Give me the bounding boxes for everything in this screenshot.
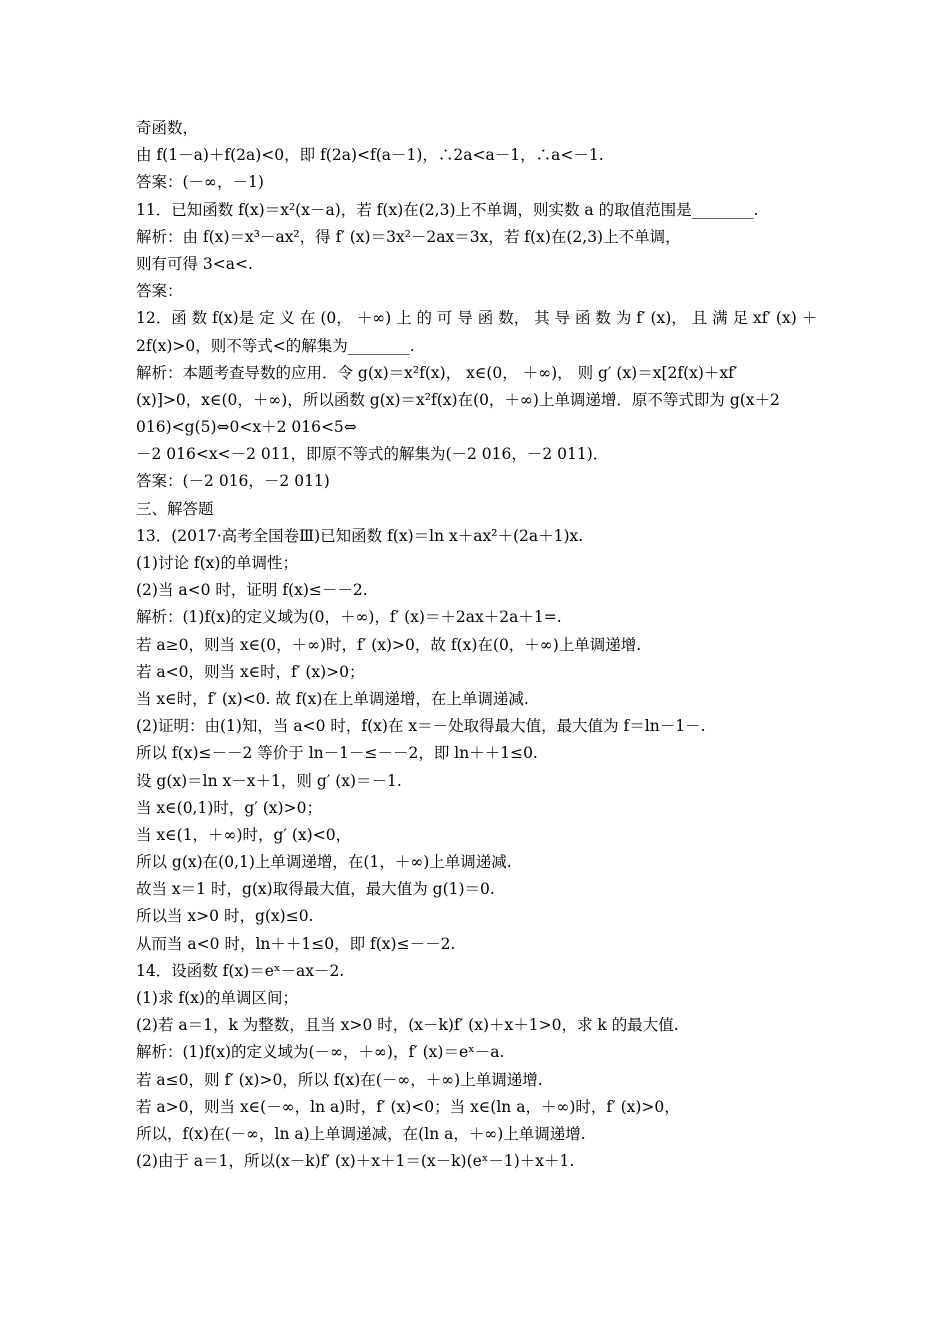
text-line: －2 016<x<－2 011，即原不等式的解集为(－2 016，－2 011)．	[136, 445, 609, 464]
text-line: 13．(2017·高考全国卷Ⅲ)已知函数 f(x)＝ln x＋ax²＋(2a＋1)x.	[136, 526, 584, 545]
text-line: (2)证明：由(1)知，当 a<0 时，f(x)在 x＝－处取得最大值，最大值为 f＝ln－1－.	[136, 717, 706, 736]
text-line: 若 a≥0，则当 x∈(0，＋∞)时，f′ (x)>0，故 f(x)在(0，＋∞)上单调递增.	[136, 635, 642, 654]
text-line: 2f(x)>0，则不等式<的解集为________.	[136, 336, 415, 355]
document-body	[136, 115, 836, 1175]
text-line: 三、解答题	[136, 499, 214, 518]
text-line: 所以，f(x)在(－∞，ln a)上单调递减，在(ln a，＋∞)上单调递增.	[136, 1124, 586, 1143]
text-line: 解析：由 f(x)＝x³－ax²，得 f′ (x)＝3x²－2ax＝3x，若 f(x)在(2,3)上不单调，	[136, 227, 681, 246]
text-line: 12．函 数 f(x)是 定 义 在 (0， ＋∞) 上 的 可 导 函 数， 其 导 函 数 为 f′ (x)， 且 满 足 xf′ (x) ＋	[136, 309, 818, 328]
text-line: 由 f(1－a)＋f(2a)<0，即 f(2a)<f(a－1)，∴2a<a－1，∴a<－1.	[136, 146, 604, 165]
text-line: (2)由于 a＝1，所以(x－k)f′ (x)＋x＋1＝(x－k)(eˣ－1)＋x＋1.	[136, 1152, 575, 1171]
text-line: 答案：(－2 016，－2 011)	[136, 472, 330, 491]
text-line: 从而当 a<0 时，ln＋＋1≤0，即 f(x)≤－－2.	[136, 934, 456, 953]
text-line: 14．设函数 f(x)＝eˣ－ax－2.	[136, 961, 345, 980]
text-line: 所以 f(x)≤－－2 等价于 ln－1－≤－－2，即 ln＋＋1≤0.	[136, 744, 538, 763]
text-line: 解析：(1)f(x)的定义域为(0，＋∞)，f′ (x)＝＋2ax＋2a＋1=.	[136, 608, 562, 627]
text-line: 解析：本题考查导数的应用．令 g(x)＝x²f(x)， x∈(0， ＋∞)， 则 g′ (x)＝x[2f(x)＋xf′	[136, 363, 738, 382]
text-line: (2)当 a<0 时，证明 f(x)≤－－2.	[136, 581, 368, 600]
text-line: 设 g(x)＝ln x－x＋1，则 g′ (x)＝－1.	[136, 771, 402, 790]
text-line: (1)讨论 f(x)的单调性；	[136, 554, 298, 572]
text-line: 所以当 x>0 时，g(x)≤0.	[136, 907, 314, 926]
text-line: (x)]>0，x∈(0，＋∞)，所以函数 g(x)＝x²f(x)在(0，＋∞)上单调递增．原不等式即为 g(x＋2	[136, 390, 780, 409]
text-line: 故当 x＝1 时，g(x)取得最大值，最大值为 g(1)＝0.	[136, 880, 495, 899]
text-line: 若 a≤0，则 f′ (x)>0，所以 f(x)在(－∞，＋∞)上单调递增.	[136, 1070, 543, 1089]
text-line: 所以 g(x)在(0,1)上单调递增，在(1，＋∞)上单调递减.	[136, 853, 512, 872]
text-line: 解析：(1)f(x)的定义域为(－∞，＋∞)，f′ (x)＝eˣ－a.	[136, 1043, 505, 1062]
text-line: 奇函数，	[136, 119, 199, 137]
text-line: 答案：(－∞，－1)	[136, 173, 264, 192]
text-line: 当 x∈时，f′ (x)<0. 故 f(x)在上单调递增，在上单调递减.	[136, 689, 529, 708]
text-line: 则有可得 3<a<.	[136, 254, 253, 273]
text-line: 当 x∈(0,1)时，g′ (x)>0；	[136, 798, 322, 817]
text-line: 若 a>0，则当 x∈(－∞，ln a)时，f′ (x)<0；当 x∈(ln a，＋∞)时，f′ (x)>0，	[136, 1097, 680, 1116]
text-line: 答案：	[136, 282, 183, 301]
text-line: 若 a<0，则当 x∈时，f′ (x)>0；	[136, 662, 365, 681]
text-line: 当 x∈(1，＋∞)时，g′ (x)<0，	[136, 825, 352, 844]
text-line: (1)求 f(x)的单调区间；	[136, 989, 298, 1007]
text-line: 11．已知函数 f(x)＝x²(x－a)，若 f(x)在(2,3)上不单调，则实数 a 的取值范围是________.	[136, 200, 759, 219]
text-line: (2)若 a＝1，k 为整数，且当 x>0 时，(x－k)f′ (x)＋x＋1>0，求 k 的最大值.	[136, 1016, 679, 1035]
text-line: 016)<g(5)⇔0<x＋2 016<5⇔	[136, 418, 357, 437]
